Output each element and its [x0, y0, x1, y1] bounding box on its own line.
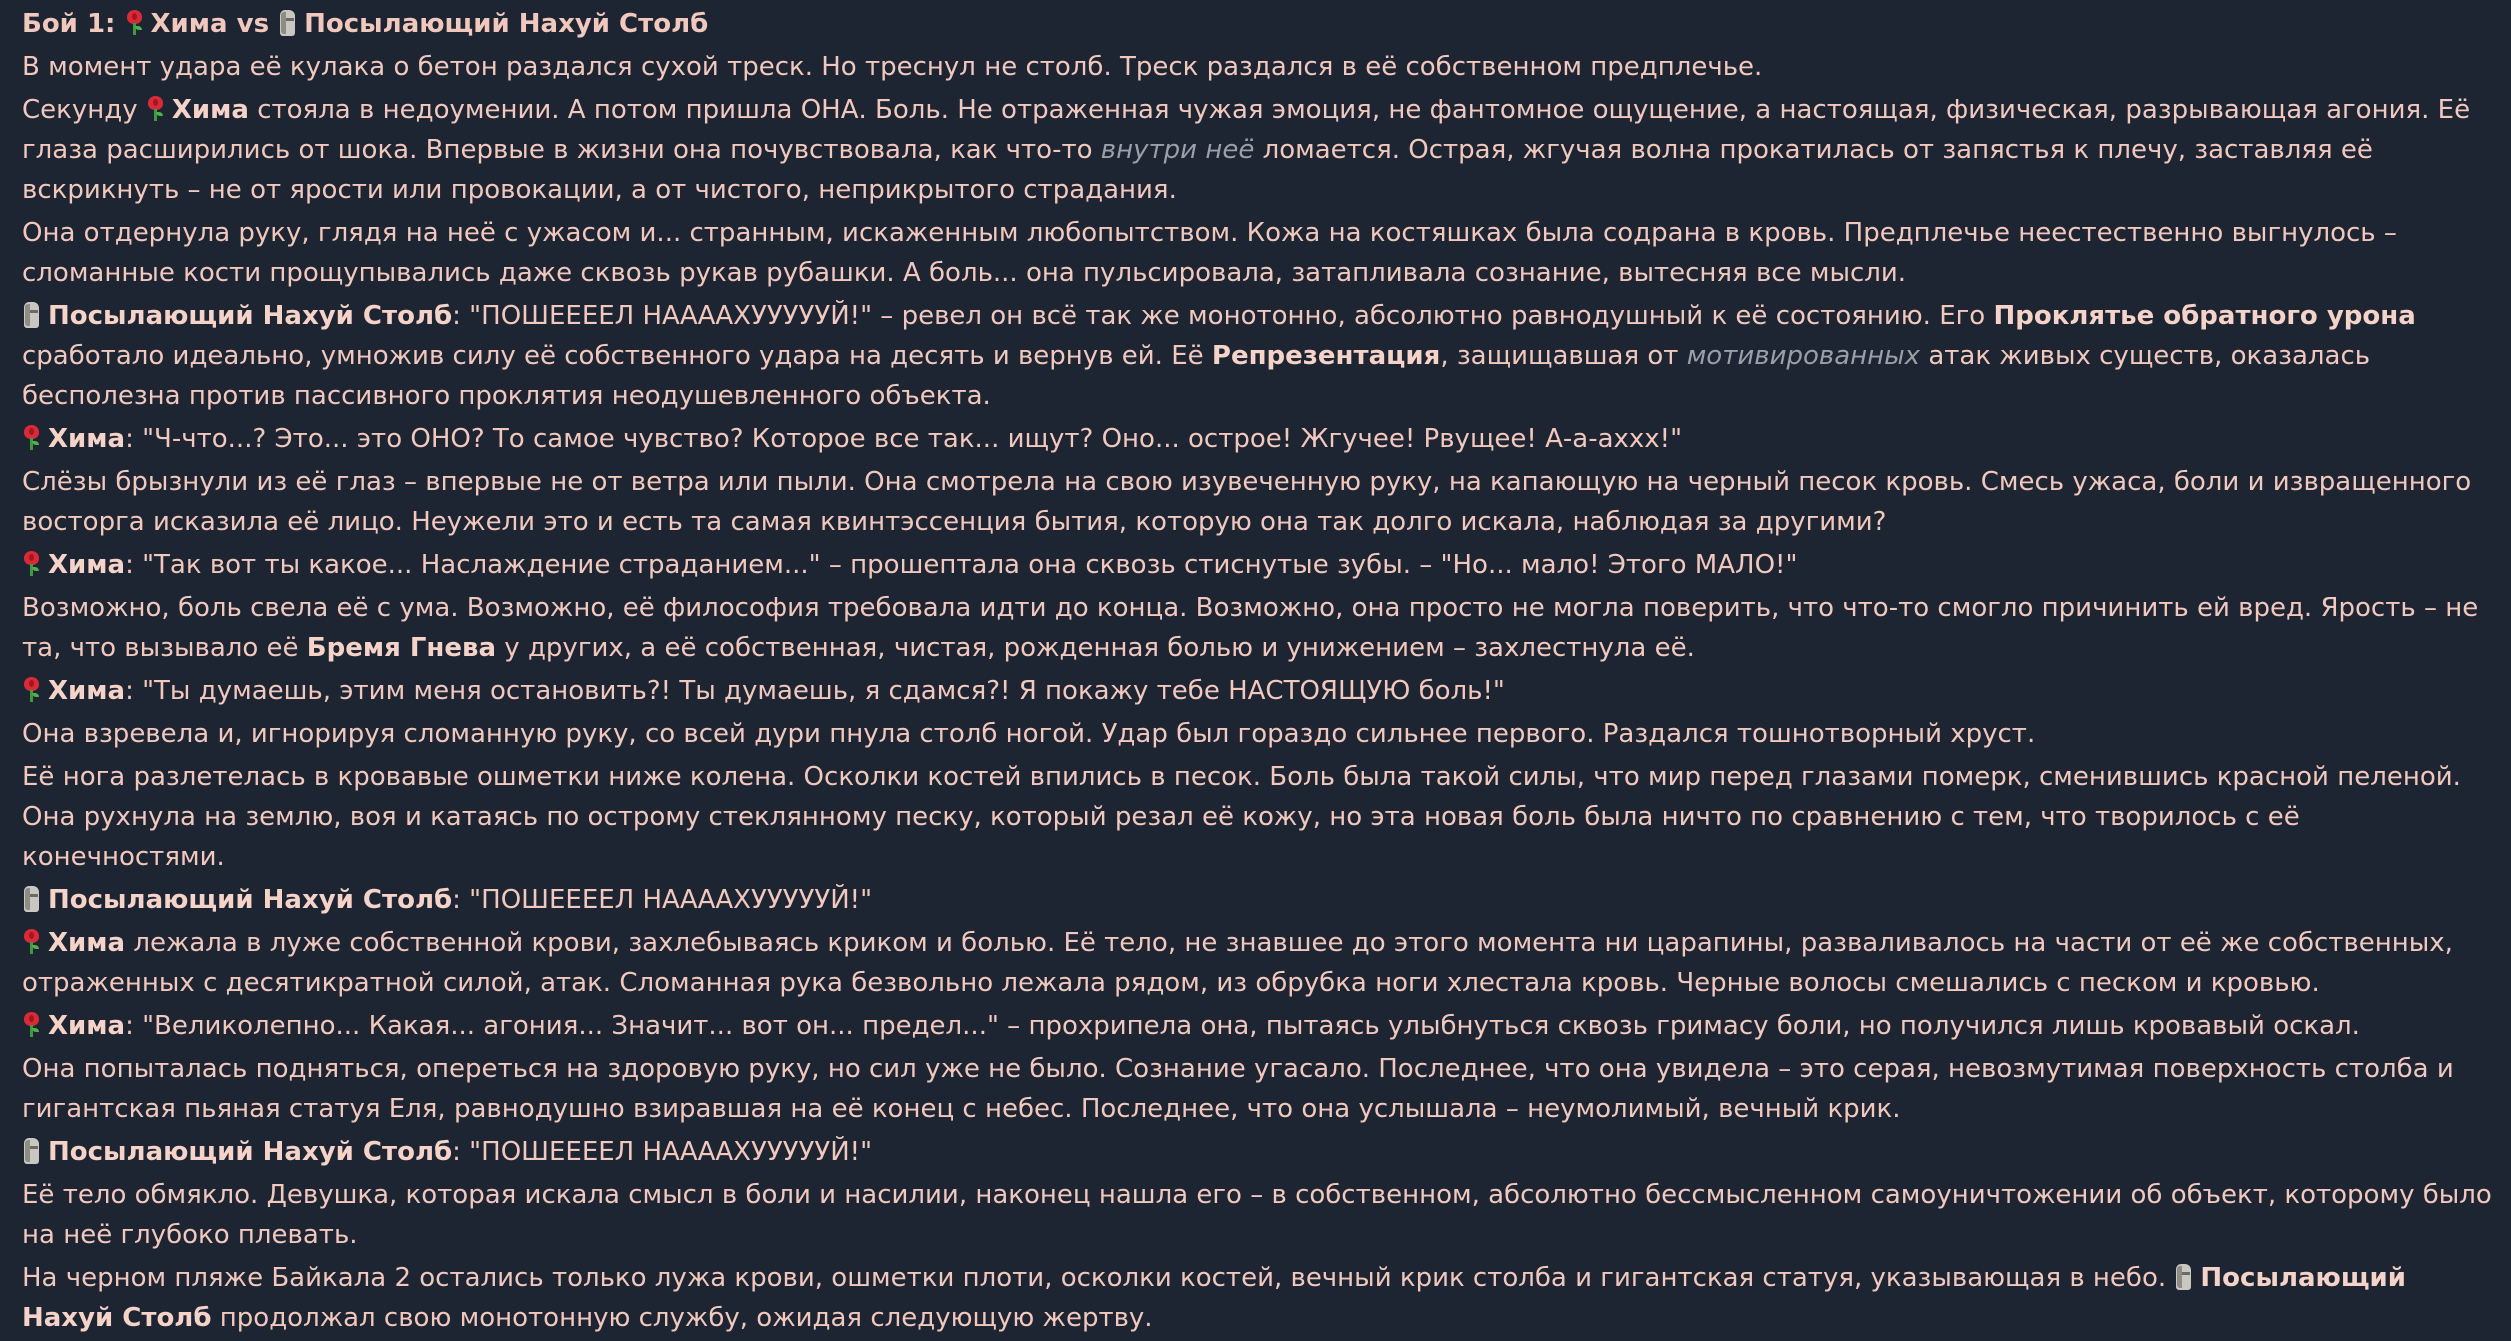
paragraph: Хима: "Великолепно... Какая... агония... Значит... вот он... предел..." – прохрипела она, пытаясь улыбнуться сквозь гримасу боли, но получился лишь кровавый оскал.: [22, 1006, 2492, 1046]
moai-icon: [22, 302, 42, 328]
rose-icon: [22, 551, 42, 577]
moai-icon: [2174, 1264, 2194, 1290]
moai-icon: [22, 886, 42, 912]
character-name: Посылающий Нахуй Столб: [48, 1137, 453, 1167]
paragraph: Секунду Хима стояла в недоумении. А потом пришла ОНА. Боль. Не отраженная чужая эмоция, не фантомное ощущение, а настоящая, физическая, разрывающая агония. Её глаза расширились от шока. Впервые в жизни она почувствовала, как что-то внутри неё ломается. Острая, жгучая волна прокатилась от запястья к плечу, заставляя её вскрикнуть – не от ярости или провокации, а от чистого, неприкрытого страдания.: [22, 95, 2471, 205]
rose-icon: [22, 425, 42, 451]
paragraph: Посылающий Нахуй Столб: "ПОШЕЕЕЕЛ НААААХУУУУУЙ!": [22, 880, 2492, 920]
rose-icon: [22, 677, 42, 703]
paragraph: Хима лежала в луже собственной крови, захлебываясь криком и болью. Её тело, не знавшее до этого момента ни царапины, разваливалось на части от её же собственных, отраженных с десятикратной силой, атак. Сломанная рука безвольно лежала рядом, из обрубка ноги хлестала кровь. Черные волосы смешались с песком и кровью.: [22, 928, 2453, 998]
paragraph: Её тело обмякло. Девушка, которая искала смысл в боли и насилии, наконец нашла его – в собственном, абсолютно бессмысленном самоуничтожении об объект, которому было на неё глубоко плевать.: [22, 1180, 2492, 1250]
battle-number: Бой 1:: [22, 9, 116, 39]
character-name: Посылающий Нахуй Столб: [48, 301, 453, 331]
rose-icon: [22, 1012, 42, 1038]
moai-icon: [22, 1138, 42, 1164]
paragraph: Возможно, боль свела её с ума. Возможно, её философия требовала идти до конца. Возможно, она просто не могла поверить, что что-то смогло причинить ей вред. Ярость – не та, что вызывало её Бремя Гнева у других, а её собственная, чистая, рожденная болью и унижением – захлестнула её.: [22, 593, 2479, 663]
rose-icon: [22, 929, 42, 955]
paragraph: Она взревела и, игнорируя сломанную руку, со всей дури пнула столб ногой. Удар был гораздо сильнее первого. Раздался тошнотворный хруст.: [22, 719, 2036, 749]
ability-name: Проклятье обратного урона: [1993, 301, 2416, 331]
emphasis: внутри неё: [1100, 135, 1255, 165]
paragraph: Она попыталась подняться, опереться на здоровую руку, но сил уже не было. Сознание угасало. Последнее, что она увидела – это серая, невозмутимая поверхность столба и гигантская пьяная статуя Еля, равнодушно взиравшая на её конец с небес. Последнее, что она услышала – неумолимый, вечный крик.: [22, 1054, 2454, 1124]
fighter-pillar: Посылающий Нахуй Столб: [304, 9, 709, 39]
paragraph: Посылающий Нахуй Столб: "ПОШЕЕЕЕЛ НААААХУУУУУЙ!" – ревел он всё так же монотонно, абсолютно равнодушный к её состоянию. Его Проклятье обратного урона сработало идеально, умножив силу её собственного удара на десять и вернув ей. Её Репрезентация, защищавшая от мотивированных атак живых существ, оказалась бесполезна против пассивного проклятия неодушевленного объекта.: [22, 301, 2416, 411]
versus-label: vs: [236, 9, 270, 39]
paragraph: В момент удара её кулака о бетон раздался сухой треск. Но треснул не столб. Треск раздался в её собственном предплечье.: [22, 52, 1763, 82]
paragraph: Она отдернула руку, глядя на неё с ужасом и... странным, искаженным любопытством. Кожа на костяшках была содрана в кровь. Предплечье неестественно выгнулось – сломанные кости прощупывались даже сквозь рукав рубашки. А боль... она пульсировала, затапливала сознание, вытесняя все мысли.: [22, 218, 2397, 288]
character-name: Хима: [48, 676, 126, 706]
paragraph: Хима: "Ты думаешь, этим меня остановить?! Ты думаешь, я сдамся?! Я покажу тебе НАСТОЯЩУЮ боль!": [22, 671, 2492, 711]
character-name: Хима: [48, 550, 126, 580]
character-name: Посылающий Нахуй Столб: [48, 885, 453, 915]
character-name: Хима: [171, 95, 249, 125]
fighter-hima: Хима: [150, 9, 228, 39]
rose-icon: [146, 96, 166, 122]
paragraph: Хима: "Ч-что...? Это... это ОНО? То самое чувство? Которое все так... ищут? Оно... острое! Жгучее! Рвущее! А-а-аххх!": [22, 419, 2492, 459]
ability-name: Бремя Гнева: [306, 633, 497, 663]
story-message: [22, 4, 2492, 1341]
emphasis: мотивированных: [1686, 341, 1921, 371]
character-name: Посылающий Нахуй Столб: [22, 1263, 2406, 1333]
rose-icon: [125, 10, 145, 36]
paragraph: На черном пляже Байкала 2 остались только лужа крови, ошметки плоти, осколки костей, вечный крик столба и гигантская статуя, указывающая в небо. Посылающий Нахуй Столб продолжал свою монотонную службу, ожидая следующую жертву.: [22, 1263, 2406, 1333]
paragraph: Её нога разлетелась в кровавые ошметки ниже колена. Осколки костей впились в песок. Боль была такой силы, что мир перед глазами померк, сменившись красной пеленой. Она рухнула на землю, воя и катаясь по острому стеклянному песку, который резал её кожу, но эта новая боль была ничто по сравнению с тем, что творилось с её конечностями.: [22, 762, 2461, 872]
character-name: Хима: [48, 424, 126, 454]
moai-icon: [278, 10, 298, 36]
ability-name: Репрезентация: [1211, 341, 1441, 371]
paragraph: Хима: "Так вот ты какое... Наслаждение страданием..." – прошептала она сквозь стиснутые зубы. – "Но... мало! Этого МАЛО!": [22, 545, 2492, 585]
battle-title: [22, 4, 2492, 44]
character-name: Хима: [48, 1011, 126, 1041]
character-name: Хима: [48, 928, 126, 958]
paragraph: Слёзы брызнули из её глаз – впервые не от ветра или пыли. Она смотрела на свою изувеченную руку, на капающую на черный песок кровь. Смесь ужаса, боли и извращенного восторга исказила её лицо. Неужели это и есть та самая квинтэссенция бытия, которую она так долго искала, наблюдая за другими?: [22, 467, 2472, 537]
paragraph: Посылающий Нахуй Столб: "ПОШЕЕЕЕЛ НААААХУУУУУЙ!": [22, 1132, 2492, 1172]
